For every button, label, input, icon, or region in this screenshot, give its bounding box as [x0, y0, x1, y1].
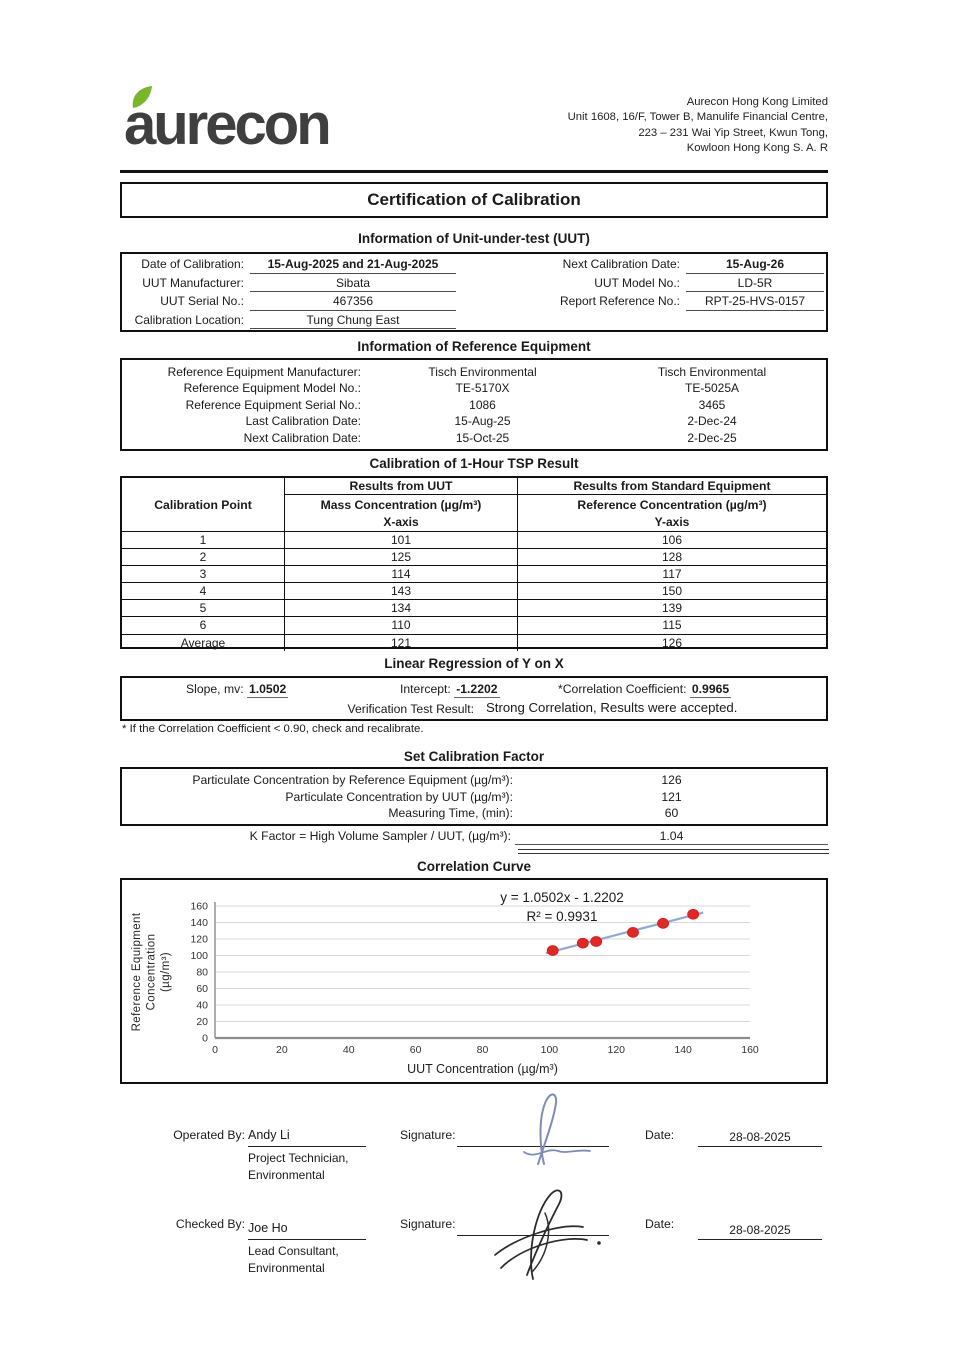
cell-uut: 101	[285, 532, 518, 548]
address-line: Unit 1608, 16/F, Tower B, Manulife Financial Centre,	[567, 111, 828, 124]
svg-text:100: 100	[540, 1044, 559, 1056]
cell-point: 6	[122, 617, 285, 633]
field-label: Reference Equipment Serial No.:	[185, 397, 361, 412]
cell-point: 1	[122, 532, 285, 548]
column-header: X-axis	[383, 515, 419, 529]
table-row	[122, 548, 826, 565]
field-value: TE-5025A	[684, 381, 740, 395]
svg-text:160: 160	[190, 900, 208, 913]
column-header: Mass Concentration (µg/m³)	[320, 498, 482, 512]
double-rule	[518, 849, 829, 854]
reference-equipment-table	[120, 358, 828, 451]
checker-name-block	[248, 1221, 366, 1276]
signature-label: Signature:	[400, 1217, 456, 1231]
operator-name: Andy Li	[248, 1128, 366, 1147]
svg-text:40: 40	[196, 999, 208, 1012]
svg-text:140: 140	[674, 1044, 692, 1056]
table-row	[122, 274, 826, 293]
cell-std: 106	[661, 533, 683, 547]
svg-text:R² = 0.9931: R² = 0.9931	[526, 909, 598, 924]
cell-uut: 125	[285, 549, 518, 565]
regression-box	[120, 676, 828, 721]
correlation-chart	[120, 878, 828, 1084]
field-label: Measuring Time, (min):	[388, 805, 513, 820]
svg-text:0: 0	[212, 1044, 218, 1056]
svg-text:UUT Concentration (µg/m³): UUT Concentration (µg/m³)	[407, 1062, 558, 1076]
svg-text:Reference Equipment: Reference Equipment	[131, 912, 143, 1032]
table-row	[122, 634, 826, 651]
field-label: Slope, mv:	[186, 682, 244, 696]
cell-uut: 134	[285, 600, 518, 616]
cell-point: 4	[122, 583, 285, 599]
svg-text:140: 140	[190, 917, 208, 929]
table-row	[122, 773, 826, 787]
correlation-field	[558, 682, 731, 696]
tsp-section-heading: Calibration of 1-Hour TSP Result	[369, 456, 579, 471]
regression-footnote: * If the Correlation Coefficient < 0.90, check and recalibrate.	[122, 723, 424, 735]
table-row	[122, 311, 826, 330]
checker-name: Joe Ho	[248, 1221, 366, 1240]
address-line: Aurecon Hong Kong Limited	[686, 96, 828, 108]
uut-info-table	[120, 252, 828, 332]
table-row	[122, 599, 826, 616]
field-label	[456, 311, 686, 330]
k-factor-row	[120, 829, 828, 845]
svg-text:0: 0	[202, 1032, 208, 1045]
field-value: 2-Dec-25	[687, 430, 737, 445]
svg-text:80: 80	[476, 1044, 489, 1056]
table-row	[122, 381, 826, 395]
date-value: 28-08-2025	[698, 1128, 822, 1147]
cell-uut: 110	[285, 617, 518, 633]
cell-point: 2	[122, 549, 285, 565]
field-value: 1.0502	[248, 682, 287, 696]
logo-wordmark: aurecon	[124, 92, 329, 157]
field-label: Particulate Concentration by UUT (µg/m³):	[285, 789, 513, 804]
field-label: K Factor = High Volume Sampler / UUT, (µg/m³):	[249, 829, 511, 843]
date-value: 28-08-2025	[698, 1221, 822, 1240]
table-header	[122, 478, 826, 531]
cell-std: 128	[661, 550, 683, 565]
table-row	[122, 365, 826, 379]
signature-label: Signature:	[400, 1128, 456, 1142]
field-label: UUT Serial No.:	[160, 294, 244, 309]
cell-point: 3	[122, 566, 285, 582]
aurecon-logo	[124, 86, 384, 162]
field-label: Reference Equipment Manufacturer:	[167, 364, 361, 379]
svg-text:120: 120	[190, 933, 208, 946]
cell-std: 117	[662, 567, 682, 582]
field-value: 3465	[698, 397, 726, 412]
field-value: Tisch Environmental	[428, 364, 537, 379]
field-value: 15-Aug-25	[454, 414, 511, 428]
field-value: LD-5R	[686, 274, 824, 293]
calibration-factor-box	[120, 767, 828, 826]
field-value: 126	[661, 773, 682, 788]
cell-uut: 114	[285, 566, 518, 582]
svg-text:20: 20	[276, 1044, 288, 1056]
field-value: 0.9965	[691, 682, 730, 696]
document-title: Certification of Calibration	[120, 182, 828, 218]
intercept-field	[400, 682, 500, 696]
field-value: Strong Correlation, Results were accepted.	[486, 700, 738, 715]
svg-text:(µg/m³): (µg/m³)	[160, 951, 172, 993]
field-label: Verification Test Result:	[347, 702, 474, 716]
svg-text:100: 100	[190, 950, 208, 962]
ref-section-heading: Information of Reference Equipment	[357, 339, 591, 354]
field-value: -1.2202	[456, 682, 498, 696]
field-value: TE-5170X	[455, 381, 510, 395]
svg-text:Concentration: Concentration	[145, 933, 158, 1011]
column-header: Results from Standard Equipment	[518, 478, 826, 495]
checked-by-label: Checked By:	[175, 1217, 245, 1231]
svg-text:120: 120	[607, 1044, 626, 1056]
field-value: RPT-25-HVS-0157	[686, 292, 824, 311]
cell-uut: 143	[285, 583, 518, 599]
field-value: 15-Aug-26	[686, 255, 824, 274]
table-row	[122, 806, 826, 820]
operator-name-block	[248, 1128, 366, 1183]
cell-point: 5	[122, 600, 285, 616]
field-label: Next Calibration Date:	[243, 430, 361, 445]
column-header: Calibration Point	[122, 478, 285, 531]
field-value: 1.04	[515, 829, 828, 845]
company-address	[568, 95, 828, 157]
uut-section-heading: Information of Unit-under-test (UUT)	[358, 231, 590, 246]
field-label: Particulate Concentration by Reference Equipment (µg/m³):	[192, 773, 513, 788]
cell-std: 139	[661, 601, 683, 616]
svg-text:80: 80	[196, 966, 208, 979]
field-value: 1086	[469, 397, 496, 412]
table-row	[122, 616, 826, 633]
scf-section-heading: Set Calibration Factor	[403, 749, 545, 764]
scatter-plot	[122, 880, 825, 1080]
cell-std: 150	[661, 584, 683, 599]
curve-section-heading: Correlation Curve	[416, 859, 532, 874]
address-line: 223 – 231 Wai Yip Street, Kwun Tong,	[638, 126, 828, 139]
address-line: Kowloon Hong Kong S. A. R	[686, 142, 828, 155]
svg-text:40: 40	[342, 1044, 355, 1056]
field-value: 15-Aug-2025 and 21-Aug-2025	[250, 255, 456, 274]
field-value: 60	[664, 805, 679, 820]
field-label: Last Calibration Date:	[245, 414, 361, 428]
table-row	[122, 582, 826, 599]
table-row	[122, 531, 826, 548]
cell-uut: 121	[285, 635, 518, 651]
operator-title: Project Technician, Environmental	[248, 1151, 349, 1182]
table-row	[122, 414, 826, 428]
svg-text:60: 60	[196, 983, 208, 995]
date-label: Date:	[645, 1217, 675, 1231]
slope-field	[186, 682, 288, 696]
table-row	[122, 255, 826, 274]
table-row	[122, 790, 826, 804]
svg-text:y = 1.0502x - 1.2202: y = 1.0502x - 1.2202	[500, 890, 624, 905]
field-label: Reference Equipment Model No.:	[183, 381, 361, 395]
svg-text:60: 60	[409, 1044, 422, 1056]
operated-by-label: Operated By:	[173, 1128, 245, 1142]
signature-line	[457, 1128, 609, 1147]
signature-line	[457, 1217, 609, 1236]
uut-results-column-header	[285, 478, 518, 531]
column-header: Results from UUT	[285, 478, 517, 495]
field-value: Tung Chung East	[250, 311, 456, 330]
field-value: 467356	[250, 292, 456, 311]
table-row	[122, 292, 826, 311]
field-label: *Correlation Coefficient:	[558, 682, 687, 696]
column-header: Reference Concentration (µg/m³)	[577, 498, 767, 512]
date-label: Date:	[645, 1128, 675, 1142]
svg-text:160: 160	[741, 1044, 759, 1056]
verification-result	[122, 700, 826, 716]
regression-section-heading: Linear Regression of Y on X	[384, 656, 564, 671]
cell-std: 126	[661, 635, 683, 650]
table-row	[122, 398, 826, 412]
field-value: Sibata	[250, 274, 456, 293]
field-value: 2-Dec-24	[687, 414, 737, 428]
std-results-column-header	[518, 478, 826, 531]
field-label: Date of Calibration:	[141, 257, 244, 271]
cell-std: 115	[662, 618, 682, 633]
svg-text:20: 20	[196, 1016, 208, 1028]
table-row	[122, 431, 826, 445]
tsp-result-table	[120, 476, 828, 649]
checker-title: Lead Consultant, Environmental	[248, 1244, 339, 1275]
header-divider	[120, 170, 828, 173]
field-value: 15-Oct-25	[455, 430, 510, 445]
field-label: Next Calibration Date:	[562, 257, 680, 271]
field-value	[686, 311, 824, 330]
field-label: Calibration Location:	[134, 312, 244, 327]
table-row	[122, 565, 826, 582]
column-header: Y-axis	[654, 515, 690, 529]
field-value: 121	[661, 789, 682, 804]
field-value: Tisch Environmental	[657, 364, 767, 379]
cell-point: Average	[122, 635, 285, 651]
field-label: Report Reference No.:	[559, 294, 680, 309]
field-label: UUT Manufacturer:	[142, 275, 244, 290]
field-label: Intercept:	[400, 682, 451, 696]
field-label: UUT Model No.:	[594, 275, 680, 290]
